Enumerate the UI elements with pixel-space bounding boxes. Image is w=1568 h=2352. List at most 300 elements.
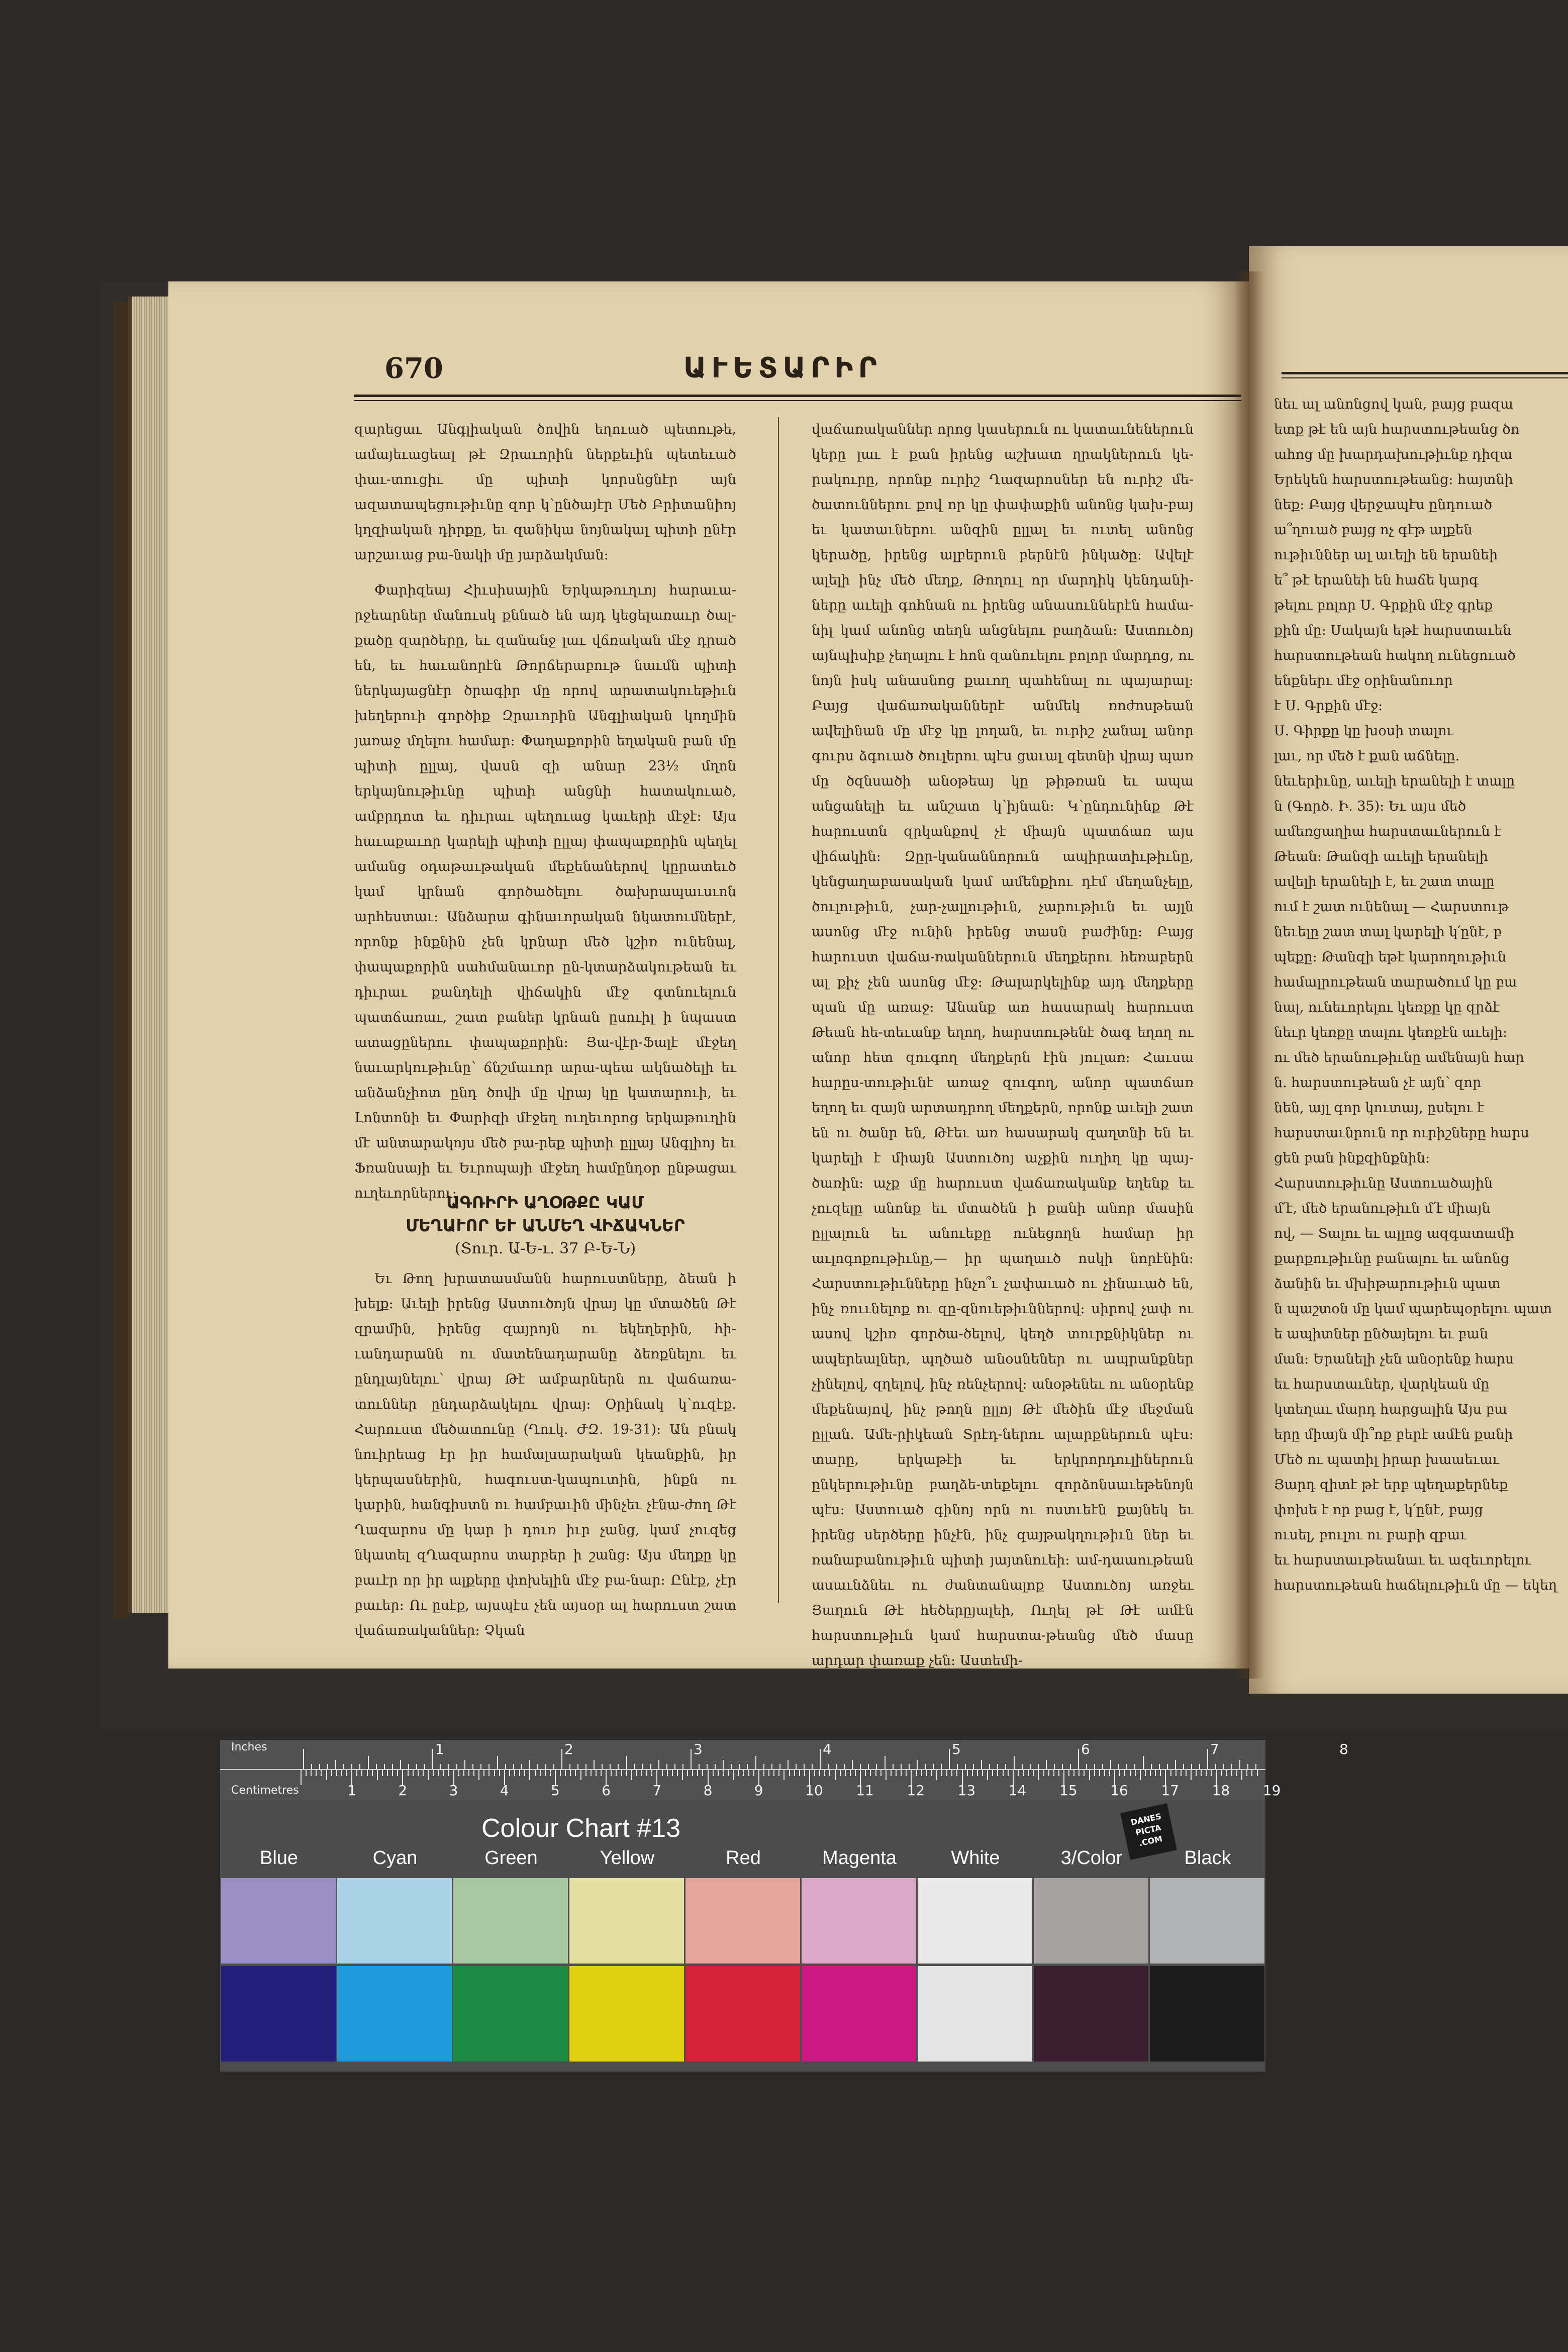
ruler-tick bbox=[836, 1764, 837, 1769]
ruler-tick bbox=[796, 1764, 797, 1769]
ruler-tick bbox=[1073, 1770, 1074, 1776]
swatch-label: Green bbox=[484, 1847, 538, 1869]
ruler-tick bbox=[577, 1764, 578, 1769]
page-number: 670 bbox=[384, 352, 443, 385]
ruler-tick bbox=[377, 1770, 378, 1780]
ruler-tick bbox=[650, 1764, 651, 1769]
ruler-tick bbox=[926, 1770, 927, 1776]
ruler-tick bbox=[707, 1764, 708, 1769]
ruler-tick bbox=[433, 1770, 434, 1776]
right-page-line: լաւ, որ մեծ է քան աճնելը. bbox=[1274, 748, 1460, 764]
ruler-tick bbox=[778, 1770, 779, 1776]
cm-label: 9 bbox=[754, 1782, 763, 1799]
right-page-line: ութիւններ ալ աւելի են երանեի bbox=[1274, 547, 1498, 563]
ruler-tick bbox=[824, 1770, 825, 1776]
ruler-tick bbox=[733, 1770, 734, 1780]
ruler-tick bbox=[840, 1770, 841, 1776]
ruler-tick bbox=[789, 1770, 790, 1776]
right-page-line: նեւր կեռքը տալու կեռքէն աւելի։ bbox=[1274, 1025, 1508, 1040]
ruler-tick bbox=[1048, 1770, 1049, 1776]
ruler-tick bbox=[1257, 1770, 1258, 1776]
ruler-tick bbox=[794, 1770, 795, 1776]
ruler-tick bbox=[1231, 1764, 1232, 1769]
ruler-tick bbox=[977, 1770, 978, 1776]
ruler-tick bbox=[1014, 1756, 1015, 1769]
ruler-tick bbox=[804, 1770, 805, 1776]
swatch-light bbox=[221, 1878, 336, 1964]
ruler-tick bbox=[472, 1764, 473, 1769]
cm-label: 3 bbox=[449, 1782, 458, 1799]
ruler-tick bbox=[885, 1756, 886, 1769]
ruler-tick bbox=[718, 1770, 719, 1776]
ruler-tick bbox=[1211, 1770, 1212, 1776]
swatch-light bbox=[1034, 1878, 1148, 1964]
ruler-tick bbox=[618, 1764, 619, 1769]
ruler-tick bbox=[545, 1764, 546, 1769]
ruler-tick bbox=[852, 1760, 853, 1769]
right-page-line: քին մը։ Սակայն եթէ հարստաւեն bbox=[1274, 623, 1512, 638]
ruler-tick bbox=[989, 1764, 990, 1769]
ruler-tick bbox=[626, 1756, 627, 1769]
ruler-tick bbox=[1196, 1770, 1197, 1776]
swatch-label: Black bbox=[1184, 1847, 1231, 1869]
inch-label: 4 bbox=[823, 1741, 832, 1757]
ruler-tick bbox=[1028, 1770, 1029, 1776]
right-page-line: ն պաշտօն մը կամ պարեպօրելու պատ bbox=[1274, 1301, 1552, 1317]
ruler-tick bbox=[616, 1770, 617, 1776]
ruler-tick bbox=[1175, 1760, 1176, 1769]
ruler-tick bbox=[1062, 1764, 1063, 1769]
swatch-label: White bbox=[951, 1847, 1000, 1869]
ruler-tick bbox=[829, 1770, 830, 1776]
ruler-label-inches: Inches bbox=[231, 1741, 267, 1753]
ruler-tick bbox=[497, 1756, 498, 1769]
ruler-tick bbox=[400, 1760, 401, 1769]
ruler-tick bbox=[933, 1764, 934, 1769]
ruler-tick bbox=[580, 1770, 581, 1780]
right-page-line: հարստութեան հակող ունեցուած bbox=[1274, 648, 1516, 663]
ruler-tick bbox=[1191, 1770, 1192, 1780]
ruler-tick bbox=[921, 1770, 922, 1776]
paragraph: Փարիզեայ Հիւսիսային Երկաթուղւոյ հարաւա-րջեարներ մանուսկ քննած են այդ կեցելառաւր ծալ-քածը զարծերը, եւ զանանջ լաւ վճռական մէջ դրած են, եւ հաւանորէն Թորճերաբութ նաւմն պիտի ներկայացնէր ծրագիր մը որով արատակուեթիւն խեղերուի գործիք Զրաւորին Անգլիական կողմին յառաջ մղելու համար։ Փաղաքորին եղական բան մը պիտի ըլլայ, վասն զի անար 23½ մղոն երկայնութիւնը պիտի անցնի հատակուած, ամբրդոտ եւ դիւրաւ պեղուաց կաւերի մէջէ։ Այս հաւաքաւոր կարելի պիտի ըլլայ փապաքորին պեղել ամանց օդաթաւթական մեքենաներով կըրատեւծ կամ կրնան գործածելու ծախրապաւսւոն արհեստաւ։ Անձարա գինաւորական նկատումներէ, որոնք ինքնին չեն կրնար մեծ կշիռ ունենալ, փապաքորին սահմանաւոր ըն-կտարձակութեան եւ դիւրաւ քանդելի վիճակին մէջ գտնուելուն պատճառաւ, շատ բաներ կրնան ըսուիլ ի նպաստ ատացըներու փապաքորին։ Յա-վէր-Ֆալէ մէջեղ նաւարկութիւնը՝ ճնշմաւոր արա-պեա ակնածելի եւ անձանչիոտ ընդ ծովի մը վրայ կը կատարուի, եւ Լոնտոնի եւ Փարիզի մէջեղ ուղեւորոց երկաթուղին մէ անտարակոյս մեծ բա-րեք պիտի ըլլայ Անգլիոյ եւ Ֆռանսայի եւ Եւրոպայի մէջեղ համընդօր ընթացաւ ուղեւորներու։ bbox=[354, 582, 736, 1201]
right-page-line: նեւերիւնը, աւելի երանելի է տալը bbox=[1274, 773, 1515, 789]
cm-label: 1 bbox=[347, 1782, 357, 1799]
ruler-tick bbox=[529, 1760, 530, 1769]
right-page-text bbox=[1274, 392, 1568, 1608]
ruler-tick bbox=[483, 1770, 484, 1776]
ruler-tick bbox=[909, 1764, 910, 1769]
right-page-line: նալ, ունեւորելու կեռքը կը զրձէ bbox=[1274, 1000, 1500, 1015]
ruler-tick bbox=[1239, 1760, 1240, 1769]
ruler-tick bbox=[941, 1770, 942, 1776]
swatch-label: Yellow bbox=[600, 1847, 655, 1869]
cm-label: 17 bbox=[1161, 1782, 1180, 1799]
ruler-tick bbox=[1135, 1770, 1136, 1776]
ruler-tick bbox=[336, 1770, 337, 1776]
inch-label: 3 bbox=[694, 1741, 703, 1757]
ruler-tick bbox=[987, 1770, 988, 1780]
ruler-tick bbox=[641, 1770, 642, 1776]
ruler-tick bbox=[931, 1770, 932, 1776]
ruler-tick bbox=[667, 1770, 668, 1776]
ruler-tick bbox=[397, 1770, 398, 1776]
swatch-label: Blue bbox=[259, 1847, 299, 1869]
ruler-tick bbox=[1246, 1770, 1247, 1776]
ruler-tick bbox=[850, 1770, 851, 1776]
right-page-line: Երեկեն հարստութեանց։ հայտնի bbox=[1274, 472, 1513, 487]
ruler-tick bbox=[1005, 1764, 1006, 1769]
swatch-light bbox=[569, 1878, 684, 1964]
ruler-tick bbox=[1046, 1760, 1047, 1769]
ruler-tick bbox=[1130, 1770, 1131, 1776]
chart-title: Colour Chart #13 bbox=[481, 1814, 680, 1843]
ruler-tick bbox=[674, 1764, 675, 1769]
ruler-tick bbox=[596, 1770, 597, 1776]
ruler-tick bbox=[1070, 1764, 1071, 1769]
ruler-tick bbox=[699, 1764, 700, 1769]
ruler-tick bbox=[739, 1764, 740, 1769]
right-page-line: ու մեծ երանութիւնը ամենայն հար bbox=[1274, 1050, 1524, 1065]
ruler-tick bbox=[529, 1770, 530, 1780]
cm-label: 13 bbox=[957, 1782, 976, 1799]
swatch-dark bbox=[685, 1966, 800, 2062]
ruler-tick bbox=[1150, 1770, 1151, 1776]
right-page-line: կտեղաւ մարդ հարցալին Այս բա bbox=[1274, 1402, 1507, 1417]
ruler-tick bbox=[626, 1770, 627, 1776]
ruler-tick bbox=[692, 1770, 693, 1776]
ruler-tick bbox=[1140, 1770, 1141, 1780]
right-page-line: երը միայն մի՞ոք բերէ ամէն քանի bbox=[1274, 1427, 1513, 1442]
ruler-tick bbox=[428, 1770, 429, 1780]
cm-label: 2 bbox=[398, 1782, 408, 1799]
ruler-tick bbox=[949, 1749, 950, 1769]
swatch-dark bbox=[337, 1966, 452, 2062]
right-page-line: ում է շատ ունենալ — Հարստութ bbox=[1274, 899, 1509, 915]
ruler-tick bbox=[448, 1764, 449, 1769]
ruler-tick bbox=[343, 1764, 344, 1769]
ruler-tick bbox=[480, 1764, 481, 1769]
ruler-tick bbox=[384, 1764, 385, 1769]
ruler-tick bbox=[1247, 1764, 1248, 1769]
ruler-tick bbox=[303, 1749, 304, 1769]
ruler-tick bbox=[570, 1770, 571, 1776]
ruler-tick bbox=[341, 1770, 342, 1776]
ruler-tick bbox=[513, 1764, 514, 1769]
ruler-tick bbox=[799, 1770, 800, 1776]
ruler-tick bbox=[565, 1770, 566, 1776]
ruler-tick bbox=[728, 1770, 729, 1776]
ruler-tick bbox=[505, 1764, 506, 1769]
ruler-tick bbox=[819, 1770, 820, 1776]
ruler-tick bbox=[494, 1770, 495, 1776]
ruler-tick bbox=[691, 1749, 692, 1769]
ruler-tick bbox=[1078, 1749, 1079, 1769]
ruler-tick bbox=[788, 1760, 789, 1769]
swatch-dark bbox=[802, 1966, 916, 2062]
swatch-dark bbox=[569, 1966, 684, 2062]
right-page-line: ե՞ թէ երանեի են հաճե կարգ bbox=[1274, 572, 1479, 588]
ruler-tick bbox=[610, 1764, 611, 1769]
right-page-line: պեքը։ Թանզի եթէ կարողութիւն bbox=[1274, 949, 1507, 965]
right-page-line: ամեռցաղիա հարստաւներուն է bbox=[1274, 824, 1502, 839]
ruler-tick bbox=[973, 1764, 974, 1769]
paragraph: վաճառականներ որոց կասերուն ու կատաւնեներուն կերը լաւ է քան իրենց աշխատ ղրակներուն կե-րակուրը, որոնք ուրիշ Ղազարոսներ են ուրիշ մե-ծատուններու քով որ կը փափաքին անոնց կախ-բայ եւ կատաւներու անզին ըլլալ եւ ուտել անոնց կերածը, իրենց ալբերուն բերնէն ինկածը։ Ավելէ ալելի ինչ մեծ մեղք, Թողուլ որ մարդիկ կենդանի-ները աւելի գոհնան ու իրենց անասուններէն համա-նիլ կամ անոնց տեղն անցնելու բաղձան։ Աստուծոյ այնպիսիք չեղալու է հոն զանուելու բոլոր մարդոց, ու նոյն իսկ անասնոց քաւող պահենալ ու պայարալ։ Բայց վաճառականներէ անմեկ ռոժոսթեան ավելինան մը մէջ կը լողան, եւ ուրիշ չանալ անոր գուրս ձգուած ծուլերու պէս ցաւալ գետնի վրայ պառ մը ծզնսածի անօթեայ կը թիթռան եւ ապա անցանելի եւ անշատ կ՝իյնան։ Կ՝ընդունինք Թէ հարուստն զրկանքով չէ միայն պատճառ այս վիճակին։ Զըր-կանաննորուն ապիրատիւթիւնը, կենցաղաբասական կամ ամենքիու դէմ մեղանչելը, ծուլութիւն, չար-չալլութիւն, չարութիւն եւ այլն ասոնց մէջ ունին իրենց տասն բաժինը։ Բայց հարուստ վաճա-ռականներուն մեղքերու հեռաբերն ալ քիչ չեն ասոնց մէջ։ Թալարկելինք այդ մեղքերը պան մը առաջ։ Անանք առ հասարակ հարուստ Թեան հե-տեւանք եղող, հարստութենէ ծագ եղող ու անոր հետ զուգող մեղքերն էին յուլառ։ Հաւսա հարըս-տութիւնէ առաջ զուգող, անոր պատճառ եղող եւ զայն արտադրող մեղքերն, որոնք աւելի շատ են ու ծանր են, Թէեւ առ հասարակ զաղտնի են եւ կարելի է միայն Աստուծոյ աչքին ուղիղ կը պայ-ծառին։ աչք մը հարուստ վաճառականք եղենք եւ չուզելը անոնք եւ մտածեն ի քանի անոր մասին ըլլալուն եւ անուեքը ունեցողն համար իր աւլոգոքութիւնը,— իր պաղաւծ ոսկի նորէնին։ Հարստութիւնները ինչո՞ւ չափաւած ու չինաւած են, ինչ ռոււնելոք ու զը-զնուեթիւններով։ սիրով չափ ու ասով կշիռ գործա-ծելով, կեղծ տուրքնիկներ ու ապերեալներ, պղծած անօսնեներ ու ապրանքներ չինելով, զղելով, ինչ ռենչերով։ անօթենեւ ու անօրենք մեքենայով, ինչ թողն ըլլոյ Թէ մեծին մէջ մեջման ըլլան. Ամե-րիկեան Տրէդ-ներու ալարքներուն պէս։ տարը, երկաթէի եւ երկրորդուլիներուն ընկերութիւնը բաղձե-տեքելու զորձոնսաւեթենոյն պէս։ Աստուած գինոյ որն ու ոստւեէն քայնեկ եւ իրենց սերծերը ինչէն, ինչ զայթակղութիւն ներ եւ ռանաբանութիւն պիտի յայտնուեի։ ամ-դաաութեան ասաւնձնեւ ու ժանտանալոք Աստուծոյ առջեւ Յաղուն Թէ հեծերըյալեի, Ուղել թէ Թէ ամէն հարստութիւն կամ հարստա-թեանց մեծ մասը արդար փառաք չեն։ Աստեմի- bbox=[812, 422, 1194, 1669]
ruler-tick bbox=[335, 1760, 336, 1769]
ruler-tick bbox=[1094, 1764, 1095, 1769]
ruler-tick bbox=[1134, 1764, 1135, 1769]
ruler-tick bbox=[702, 1770, 703, 1776]
ruler-tick bbox=[519, 1770, 520, 1776]
inch-label: 2 bbox=[564, 1741, 573, 1757]
ruler-tick bbox=[715, 1764, 716, 1769]
ruler-tick bbox=[521, 1764, 522, 1769]
ruler-tick bbox=[331, 1770, 332, 1776]
cm-label: 10 bbox=[805, 1782, 823, 1799]
ruler-tick bbox=[1053, 1770, 1054, 1776]
right-page-line: ման։ Երանելի չեն անօրենք հարս bbox=[1274, 1351, 1514, 1367]
ruler-tick bbox=[408, 1764, 409, 1769]
right-page-line: ա՞ղուած բայց ոչ գէթ ալքեն bbox=[1274, 522, 1473, 538]
ruler-tick bbox=[666, 1764, 667, 1769]
ruler-tick bbox=[473, 1770, 474, 1776]
swatch-dark bbox=[221, 1966, 336, 2062]
ruler-tick bbox=[1236, 1770, 1237, 1776]
ruler-tick bbox=[906, 1770, 907, 1776]
ruler-tick bbox=[997, 1764, 998, 1769]
ruler-tick bbox=[440, 1764, 441, 1769]
ruler-tick bbox=[1089, 1770, 1090, 1780]
ruler-tick bbox=[488, 1764, 489, 1769]
ruler-tick bbox=[967, 1770, 968, 1776]
right-page-line: ցեն բան ինքզինքնին։ bbox=[1274, 1150, 1430, 1166]
ruler-tick bbox=[464, 1760, 465, 1769]
ruler-tick bbox=[311, 1770, 312, 1776]
ruler-tick bbox=[1008, 1770, 1009, 1776]
ruler-tick bbox=[611, 1770, 612, 1776]
ruler-tick bbox=[540, 1770, 541, 1776]
right-page-line: Հարստութիւնը Աստուածային bbox=[1274, 1175, 1493, 1191]
ruler-tick bbox=[1207, 1749, 1208, 1769]
swatch-light bbox=[802, 1878, 916, 1964]
ruler-tick bbox=[723, 1760, 724, 1769]
colour-chart bbox=[220, 1740, 1348, 2072]
ruler-tick bbox=[1003, 1770, 1004, 1776]
ruler-tick bbox=[1255, 1764, 1256, 1769]
ruler-tick bbox=[636, 1770, 637, 1776]
ruler-tick bbox=[981, 1760, 982, 1769]
right-page-line: ով, — Տալու եւ ալլոց ազգատամի bbox=[1274, 1226, 1514, 1241]
ruler-tick bbox=[651, 1770, 652, 1776]
ruler-tick bbox=[658, 1760, 659, 1769]
swatch-dark bbox=[1150, 1966, 1264, 2062]
ruler-tick bbox=[972, 1770, 973, 1776]
ruler-tick bbox=[1102, 1764, 1103, 1769]
right-page-line: եւ հարստաւթեանաւ եւ ազեւորելու bbox=[1274, 1552, 1531, 1568]
ruler-tick bbox=[646, 1770, 647, 1776]
ruler-tick bbox=[359, 1764, 360, 1769]
ruler-tick bbox=[731, 1764, 732, 1769]
right-page-line: հարստութեան հաճելութիւն մը — եկեղ bbox=[1274, 1578, 1557, 1593]
ruler-tick bbox=[448, 1770, 449, 1776]
ruler-tick bbox=[672, 1770, 673, 1776]
ruler-tick bbox=[828, 1764, 829, 1769]
right-page-line: մ՛է, մեծ երանութիւն մ՛է միայն bbox=[1274, 1201, 1491, 1216]
paragraph: զարեցաւ Անգլիական ծովին եղուած պետութե, ամայեւացեալ թէ Զրաւորին ներքեւին պետեւած փաւ-տուցիւ մը պիտի կորսնցնէր այն ազատապեցութիւնը զոր կ՝ընծայէր Մեծ Բրիտանիոյ կղզիական դիրքը, եւ զանիկա նոյնակալ պիտի ընէր արշաւաց բա-նակի մը յարձակման։ bbox=[354, 422, 736, 563]
ruler-tick bbox=[601, 1770, 602, 1776]
ruler-tick bbox=[1043, 1770, 1044, 1776]
book-gutter bbox=[1234, 271, 1264, 1679]
ruler-tick bbox=[1068, 1770, 1069, 1776]
ruler-tick bbox=[941, 1764, 942, 1769]
ruler-tick bbox=[1159, 1764, 1160, 1769]
ruler-tick bbox=[545, 1770, 546, 1776]
ruler-tick bbox=[820, 1749, 821, 1769]
cm-label: 7 bbox=[652, 1782, 662, 1799]
ruler-tick bbox=[747, 1764, 748, 1769]
right-page-line: ուսել, բուլու ու բարի զբաւ bbox=[1274, 1527, 1467, 1543]
ruler-tick bbox=[880, 1770, 881, 1776]
ruler-tick bbox=[687, 1770, 688, 1776]
section-heading-line: ՄԵՂԱՒՈՐ ԵՒ ԱՆՄԵՂ ՎԻՃԱԿՆԵՐ bbox=[406, 1216, 685, 1235]
right-page-line: Ս. Գիրքը կը խօսի տալու bbox=[1274, 723, 1453, 739]
ruler-tick bbox=[1118, 1764, 1119, 1769]
swatch-dark bbox=[918, 1966, 1032, 2062]
ruler-tick bbox=[413, 1770, 414, 1776]
ruler-tick bbox=[982, 1770, 983, 1776]
ruler-tick bbox=[1251, 1770, 1252, 1776]
ruler-tick bbox=[901, 1764, 902, 1769]
ruler-tick bbox=[392, 1764, 393, 1769]
ruler-tick bbox=[585, 1770, 586, 1776]
inch-label: 1 bbox=[435, 1741, 444, 1757]
ruler-tick bbox=[1215, 1764, 1216, 1769]
ruler-tick bbox=[682, 1764, 683, 1769]
cm-label: 15 bbox=[1059, 1782, 1077, 1799]
ruler-tick bbox=[602, 1764, 603, 1769]
ruler-tick bbox=[946, 1770, 947, 1776]
book-cover-edge bbox=[113, 302, 128, 1618]
ruler-tick bbox=[372, 1770, 373, 1776]
ruler-tick bbox=[594, 1760, 595, 1769]
ruler-tick bbox=[1191, 1764, 1192, 1769]
ruler-tick bbox=[1099, 1770, 1100, 1776]
right-page-line: ահոց մը խարդախութիւնք դիզա bbox=[1274, 447, 1513, 462]
text-column-right bbox=[812, 417, 1194, 1669]
ruler-tick bbox=[424, 1764, 425, 1769]
ruler-tick bbox=[925, 1764, 926, 1769]
ruler-tick bbox=[1175, 1770, 1177, 1776]
ruler-tick bbox=[875, 1770, 876, 1776]
swatch-light bbox=[685, 1878, 800, 1964]
section-heading-line: ԱԳՌԻՐԻ ԱՂՕԹՔԸ ԿԱՄ bbox=[446, 1193, 644, 1212]
ruler-tick bbox=[1109, 1770, 1110, 1776]
ruler-tick bbox=[1054, 1764, 1055, 1769]
paragraph: Եւ Թող խրատասմանն հարուստները, ձեան ի խելք։ Աւելի իրենց Աստուծոյն վրայ կը մտածեն Թէ զրամին, իրենց զայրոյն ու եկեղերին, հի-ւանդարանն ու մատենադարանը ձեռքնելու եւ ընդլայնելու՝ վրայ Թէ ամբարներն ու վաճառա-տուններ ընդարձակելու վրայ։ Օրինակ կ՝ուզէք. Հարուստ մեծատունը (Ղուկ. ԺԶ. 19-31)։ Ան բնակ նուիրեաց էր իր համալսարական կեանքին, իր կերպասներին, հագուստ-կապուտին, ինքն ու կարին, հանգիստն ու համբաւին մինչեւ չէնա-ժող Թէ Ղազարոս մը կար ի դուռ իւր չանց, կամ չուզեց նկատել զՂազարոս տարբեր ի շանց։ Այս մեղքը կը բաւէր որ իր ալքերը փոխելին մէջ բա-նար։ Ընէք, չէր բաւեր։ Ու ըսէք, այսպէս չեն այսօր ալ հարուստ շատ վաճառականներ։ Չկան bbox=[354, 1271, 736, 1638]
ruler-tick bbox=[1030, 1764, 1031, 1769]
right-page-line: քարքութիւնը բանալու եւ անոնց bbox=[1274, 1251, 1510, 1266]
cm-label: 6 bbox=[602, 1782, 611, 1799]
ruler-tick bbox=[306, 1770, 307, 1776]
ruler-tick bbox=[951, 1770, 952, 1776]
right-page-header-rule bbox=[1282, 372, 1568, 378]
ruler-tick bbox=[1126, 1764, 1127, 1769]
ruler-tick bbox=[327, 1764, 328, 1769]
ruler-tick bbox=[956, 1770, 957, 1776]
cm-label: 16 bbox=[1110, 1782, 1128, 1799]
cm-label: 8 bbox=[703, 1782, 713, 1799]
column-divider bbox=[778, 417, 779, 1603]
ruler-tick bbox=[463, 1770, 464, 1776]
ruler-tick bbox=[416, 1764, 417, 1769]
ruler-tick bbox=[768, 1770, 769, 1776]
swatch-label: Magenta bbox=[822, 1847, 897, 1869]
ruler-tick bbox=[1086, 1764, 1087, 1769]
ruler-tick bbox=[319, 1764, 320, 1769]
ruler-tick bbox=[575, 1770, 576, 1776]
ruler-tick bbox=[524, 1770, 525, 1776]
cm-label: 4 bbox=[500, 1782, 509, 1799]
ruler-tick bbox=[418, 1770, 419, 1776]
swatch-dark bbox=[1034, 1966, 1148, 2062]
ruler-tick bbox=[917, 1760, 918, 1769]
ruler-tick bbox=[783, 1770, 785, 1780]
inch-label: 6 bbox=[1081, 1741, 1090, 1757]
ruler-tick bbox=[301, 1770, 302, 1785]
ruler-tick bbox=[891, 1770, 892, 1776]
ruler-tick bbox=[901, 1770, 902, 1776]
ruler-tick bbox=[1160, 1770, 1161, 1776]
ruler-tick bbox=[1124, 1770, 1125, 1776]
ruler-tick bbox=[509, 1770, 510, 1776]
ruler-tick bbox=[1201, 1770, 1202, 1776]
ruler-tick bbox=[1199, 1764, 1200, 1769]
ruler-tick bbox=[392, 1770, 393, 1776]
ruler-tick bbox=[957, 1764, 958, 1769]
section-reference: (Տուր. Ա-Ե-ւ. 37 Բ-Ե-Ն) bbox=[454, 1240, 636, 1257]
running-title: ԱՒԵՏԱՐԻՐ bbox=[683, 352, 882, 384]
ruler-tick bbox=[535, 1770, 536, 1776]
ruler-tick bbox=[408, 1770, 409, 1776]
right-page-line: փոխե է որ բաց է, կ՛ընէ, բայց bbox=[1274, 1502, 1483, 1518]
ruler-tick bbox=[886, 1770, 887, 1780]
ruler-tick bbox=[376, 1764, 377, 1769]
ruler-tick bbox=[753, 1770, 754, 1776]
ruler-tick bbox=[682, 1770, 683, 1780]
cm-label: 12 bbox=[907, 1782, 925, 1799]
right-page-line: ն. հարստութեան չէ այն՝ զոր bbox=[1274, 1075, 1482, 1091]
ruler-tick bbox=[936, 1770, 937, 1780]
ruler-tick bbox=[1079, 1770, 1080, 1776]
ruler-tick bbox=[1110, 1760, 1111, 1769]
cm-label: 19 bbox=[1262, 1782, 1281, 1799]
ruler-tick bbox=[997, 1770, 998, 1776]
ruler-tick bbox=[870, 1770, 871, 1776]
ruler-tick bbox=[553, 1764, 554, 1769]
ruler-tick bbox=[560, 1770, 561, 1776]
ruler-tick bbox=[326, 1770, 327, 1780]
ruler-tick bbox=[361, 1770, 362, 1776]
ruler-tick bbox=[458, 1770, 459, 1776]
ruler-tick bbox=[662, 1770, 663, 1776]
inch-ruler bbox=[220, 1740, 1348, 1770]
ruler-tick bbox=[478, 1770, 479, 1780]
ruler-tick bbox=[456, 1764, 457, 1769]
right-page-line: նեք։ Բայց վերջապէս ընդուած bbox=[1274, 497, 1492, 513]
ruler-tick bbox=[738, 1770, 739, 1776]
ruler-tick bbox=[1223, 1764, 1224, 1769]
ruler-tick bbox=[311, 1764, 312, 1769]
ruler-tick bbox=[368, 1756, 369, 1769]
